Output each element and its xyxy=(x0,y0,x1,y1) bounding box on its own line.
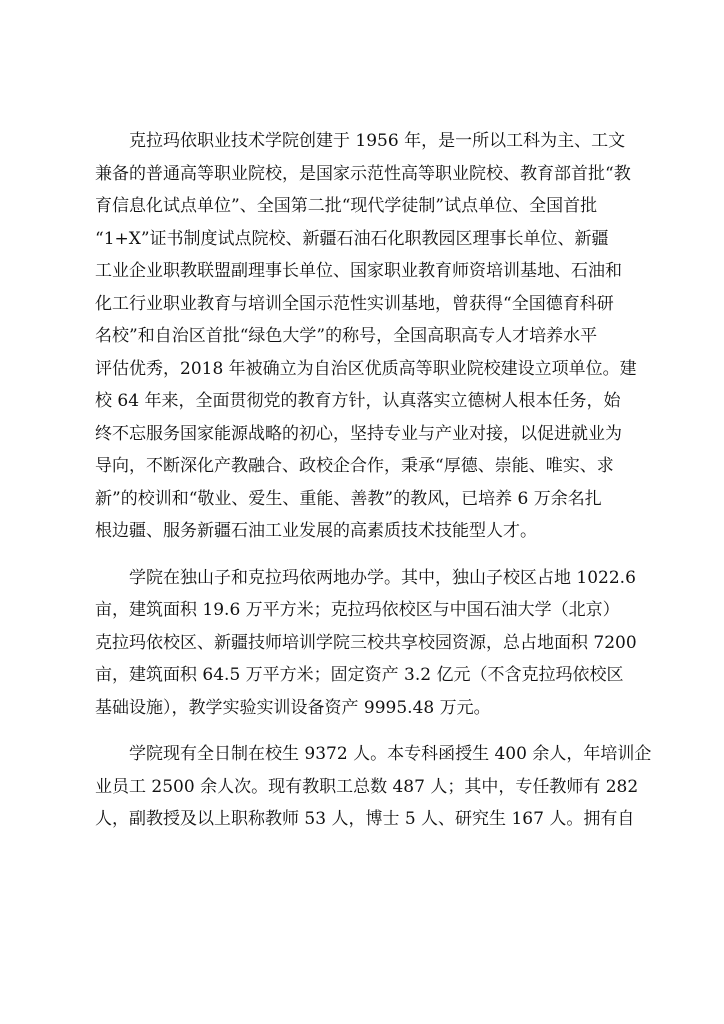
text-line: 名校”和自治区首批“绿色大学”的称号，全国高职高专人才培养水平 xyxy=(95,326,598,346)
text-line: 兼备的普通高等职业院校，是国家示范性高等职业院校、教育部首批“教 xyxy=(95,163,631,184)
paragraph-history xyxy=(95,125,637,548)
paragraph-campuses xyxy=(95,562,637,725)
document-body xyxy=(95,125,652,836)
text-line: 育信息化试点单位”、全国第二批“现代学徒制”试点单位、全国首批 xyxy=(95,196,598,216)
paragraph-students-staff xyxy=(95,738,652,836)
text-line: 根边疆、服务新疆石油工业发展的高素质技术技能型人才。 xyxy=(95,521,537,541)
text-line: 评估优秀，2018 年被确立为自治区优质高等职业院校建设立项单位。建 xyxy=(95,358,637,379)
text-line: 新”的校训和“敬业、爱生、重能、善教”的教风，已培养 6 万余名扎 xyxy=(95,488,602,509)
text-line: 校 64 年来，全面贯彻党的教育方针，认真落实立德树人根本任务，始 xyxy=(95,391,621,411)
text-line: 亩，建筑面积 19.6 万平方米；克拉玛依校区与中国石油大学（北京） xyxy=(95,600,620,620)
text-line: 克拉玛依职业技术学院创建于 1956 年，是一所以工科为主、工文 xyxy=(129,131,626,151)
text-line: 业员工 2500 余人次。现有教职工总数 487 人；其中，专任教师有 282 xyxy=(95,776,639,797)
text-line: 导向，不断深化产教融合、政校企合作，秉承“厚德、崇能、唯实、求 xyxy=(95,456,614,476)
text-line: 基础设施），教学实验实训设备资产 9995.48 万元。 xyxy=(95,697,491,718)
text-line: 工业企业职教联盟副理事长单位、国家职业教育师资培训基地、石油和 xyxy=(95,261,622,281)
text-line: 终不忘服务国家能源战略的初心，坚持专业与产业对接，以促进就业为 xyxy=(95,423,622,444)
text-line: 克拉玛依校区、新疆技师培训学院三校共享校园资源，总占地面积 7200 xyxy=(95,632,637,653)
text-line: 人，副教授及以上职称教师 53 人，博士 5 人、研究生 167 人。拥有自 xyxy=(95,809,635,829)
text-line: 化工行业职业教育与培训全国示范性实训基地，曾获得“全国德育科研 xyxy=(95,293,614,314)
text-line: 亩，建筑面积 64.5 万平方米；固定资产 3.2 亿元（不含克拉玛依校区 xyxy=(95,665,624,685)
text-line: 学院在独山子和克拉玛依两地办学。其中，独山子校区占地 1022.6 xyxy=(129,567,636,588)
text-line: “1+X”证书制度试点院校、新疆石油石化职教园区理事长单位、新疆 xyxy=(95,228,609,249)
text-line: 学院现有全日制在校生 9372 人。本专科函授生 400 余人，年培训企 xyxy=(129,744,652,764)
